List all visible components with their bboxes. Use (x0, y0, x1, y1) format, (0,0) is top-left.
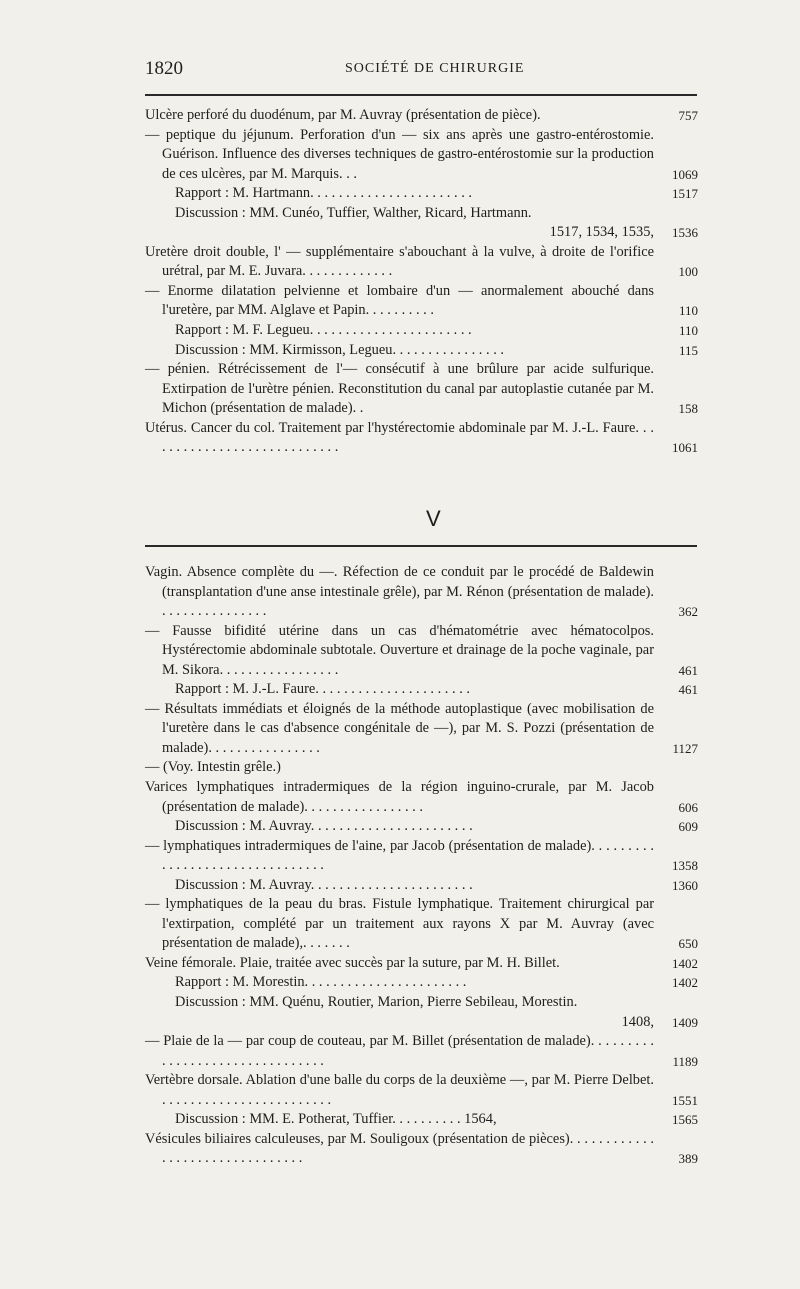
index-subentry: Discussion : MM. Kirmisson, Legueu. . . . . . . . . . . . . . . . 115 (145, 341, 698, 361)
index-entry: Vésicules biliaires calculeuses, par M. Souligoux (présentation de pièces). . . . . . . . . . . . . . . . . . . . . . . . . . . . . . . . 389 (145, 1130, 698, 1169)
index-entry: — (Voy. Intestin grêle.) (145, 759, 281, 776)
index-entry: — Plaie de la — par coup de couteau, par M. Billet (présentation de malade). . . . . . . . . . . . . . . . . . . . . . . . . . . . . . . . 1189 (145, 1032, 698, 1071)
index-entry: Vagin. Absence complète du —. Réfection de ce conduit par le procédé de Baldewin (transplantation d'une anse intestinale grêle), par M. Rénon (présentation de malade). . . . . . . . . . . . . . . . 362 (145, 563, 698, 622)
page-ref: 606 (678, 799, 698, 815)
section-letter: V (426, 506, 441, 531)
page-ref: 110 (678, 303, 698, 319)
index-subentry: Rapport : M. J.-L. Faure. . . . . . . . . . . . . . . . . . . . . . 461 (145, 680, 698, 700)
page-ref: 389 (678, 1151, 698, 1167)
page-ref: 1409 (672, 1014, 698, 1030)
page-ref: 362 (678, 604, 698, 620)
page-ref: 1402 (672, 975, 698, 991)
index-entry: — lymphatiques intradermiques de l'aine, par Jacob (présentation de malade). . . . . . . . . . . . . . . . . . . . . . . . . . . . . . . . 1358 (145, 837, 698, 876)
index-entry: — peptique du jéjunum. Perforation d'un — six ans après une gastro-entérostomie. Guérison. Influence des diverses techniques de gastro-entérostomie sur la production de ces ulcères, par M. Marquis. . . 1069 (145, 126, 698, 185)
index-entry: Varices lymphatiques intradermiques de la région inguino-crurale, par M. Jacob (présentation de malade). . . . . . . . . . . . . . . . . 606 (145, 778, 698, 817)
page-header (145, 58, 685, 80)
index-subentry: Rapport : M. Morestin. . . . . . . . . . . . . . . . . . . . . . . 1402 (145, 973, 698, 993)
index-subentry: Discussion : M. Auvray. . . . . . . . . . . . . . . . . . . . . . . 1360 (145, 876, 698, 896)
page-ref: 1360 (672, 877, 698, 893)
page-ref: 461 (678, 662, 698, 678)
page-ref: 1402 (672, 955, 698, 971)
index-entry: — pénien. Rétrécissement de l'— consécutif à une brûlure par acide sulfurique. Extirpation de l'urètre pénien. Reconstitution du canal par autoplastie cutanée par M. Michon (présentation de malade). . 158 (145, 360, 698, 419)
index-entry: Uretère droit double, l' — supplémentaire s'abouchant à la vulve, à droite de l'orifice urétral, par M. E. Juvara. . . . . . . . . . . . . 100 (145, 243, 698, 282)
page-ref: 1536 (672, 225, 698, 241)
index-subentry: Discussion : M. Auvray. . . . . . . . . . . . . . . . . . . . . . . 609 (145, 817, 698, 837)
running-title: SOCIÉTÉ DE CHIRURGIE (345, 61, 525, 76)
page-ref: 110 (678, 323, 698, 339)
index-subentry: Discussion : MM. E. Potherat, Tuffier. . . . . . . . . . 1564, 1565 (145, 1110, 698, 1130)
index-section-u (145, 106, 698, 458)
page-ref: 650 (678, 936, 698, 952)
page-ref: 1069 (672, 166, 698, 182)
page-ref: 1189 (672, 1053, 698, 1069)
page-ref: 115 (678, 342, 698, 358)
index-entry: Veine fémorale. Plaie, traitée avec succès par la suture, par M. H. Billet. 1402 (145, 954, 698, 974)
index-section-v (145, 563, 698, 1169)
index-subentry: Rapport : M. Hartmann. . . . . . . . . . . . . . . . . . . . . . . 1517 (145, 184, 698, 204)
section-rule (145, 545, 697, 547)
index-entry: Vertèbre dorsale. Ablation d'une balle du corps de la deuxième —, par M. Pierre Delbet. . . . . . . . . . . . . . . . . . . . . . . . . 1551 (145, 1071, 698, 1110)
index-entry: — Fausse bifidité utérine dans un cas d'hématométrie avec hématocolpos. Hystérectomie abdominale subtotale. Ouverture et drainage de la poche vaginale, par M. Sikora. . . . . . . . . . . . . . . . . 461 (145, 622, 698, 681)
index-subentry-pages: 1517, 1534, 1535, 1536 (145, 223, 698, 243)
page-ref: 1061 (672, 440, 698, 456)
index-subentry: Discussion : MM. Quénu, Routier, Marion, Pierre Sebileau, Morestin. (175, 994, 578, 1011)
index-entry: Ulcère perforé du duodénum, par M. Auvray (présentation de pièce). 757 (145, 106, 698, 126)
page-ref: 461 (678, 682, 698, 698)
index-entry: Utérus. Cancer du col. Traitement par l'hystérectomie abdominale par M. J.-L. Faure. . . . . . . . . . . . . . . . . . . . . . . . . . . . 1061 (145, 419, 698, 458)
index-entry: — Enorme dilatation pelvienne et lombaire d'un — anormalement abouché dans l'uretère, par MM. Alglave et Papin. . . . . . . . . . 110 (145, 282, 698, 321)
page-ref: 757 (678, 108, 698, 123)
index-subentry: Rapport : M. F. Legueu. . . . . . . . . . . . . . . . . . . . . . . 110 (145, 321, 698, 341)
page-ref: 158 (678, 401, 698, 417)
index-entry: — Résultats immédiats et éloignés de la méthode autoplastique (avec mobilisation de l'uretère dans le cas d'absence congénitale de —), par M. S. Pozzi (présentation de malade). . . . . . . . . . . . . . . . 1127 (145, 700, 698, 759)
page-ref: 100 (678, 264, 698, 280)
page-ref: 1358 (672, 858, 698, 874)
index-entry: — lymphatiques de la peau du bras. Fistule lymphatique. Traitement chirurgical par l'extirpation, complété par un traitement aux rayons X par M. Auvray (avec présentation de malade),. . . . . . . 650 (145, 895, 698, 954)
header-rule (145, 94, 697, 96)
page-ref: 1127 (672, 740, 698, 756)
page-ref: 1517 (672, 186, 698, 202)
page-ref: 1565 (672, 1112, 698, 1128)
page-ref: 609 (678, 819, 698, 835)
page-ref: 1551 (672, 1092, 698, 1108)
index-subentry-pages: 1408, 1409 (145, 1013, 698, 1033)
index-subentry: Discussion : MM. Cunéo, Tuffier, Walther, Ricard, Hartmann. (175, 204, 532, 221)
page-number: 1820 (145, 58, 183, 79)
